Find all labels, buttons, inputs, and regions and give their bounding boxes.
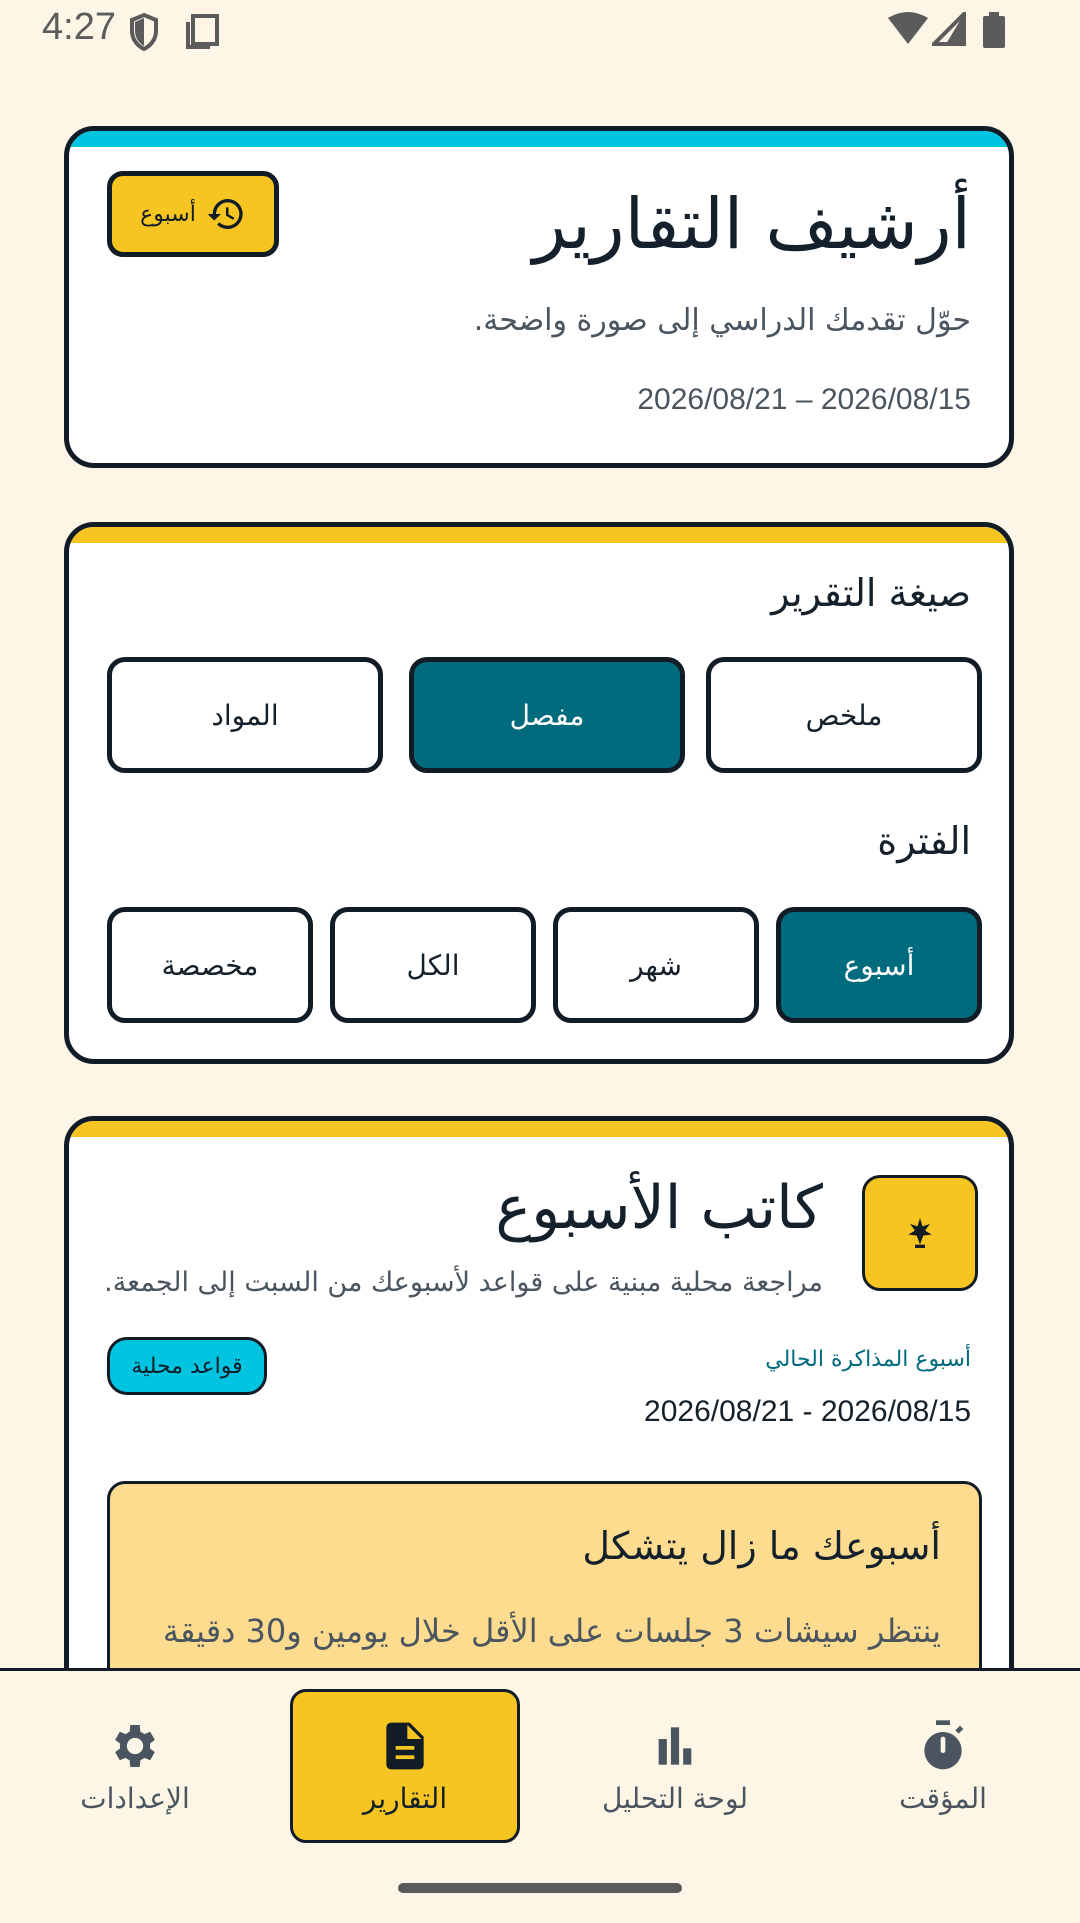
document-icon [377, 1718, 433, 1774]
notice-text: ينتظر سيشات 3 جلسات على الأقل خلال يومين و30 دقيقة [162, 1612, 941, 1650]
shield-icon [128, 12, 160, 52]
period-heading: الفترة [877, 819, 971, 863]
timer-icon [915, 1718, 971, 1774]
signal-icon [932, 12, 966, 46]
date-range: 2026/08/21 – 2026/08/15 [637, 383, 971, 416]
report-options-card [64, 522, 1014, 1064]
battery-icon [982, 12, 1006, 48]
period-badge-label: أسبوع [140, 201, 196, 227]
nav-label-timer: المؤقت [899, 1781, 987, 1815]
archive-card [64, 126, 1014, 468]
writer-title: كاتب الأسبوع [495, 1173, 823, 1243]
nav-item-timer[interactable] [828, 1689, 1058, 1843]
status-bar [0, 0, 1080, 64]
week-range: 2026/08/21 - 2026/08/15 [644, 1395, 971, 1428]
sparkle-icon [900, 1213, 940, 1253]
format-heading: صيغة التقرير [771, 571, 971, 615]
format-option-subjects[interactable]: المواد [107, 657, 383, 773]
weekly-writer-card [64, 1116, 1014, 1736]
history-icon [206, 194, 246, 234]
nav-item-settings[interactable] [20, 1689, 250, 1843]
nav-item-reports[interactable] [290, 1689, 520, 1843]
period-option-week[interactable]: أسبوع [776, 907, 982, 1023]
nav-label-dashboard: لوحة التحليل [602, 1781, 748, 1815]
week-label: أسبوع المذاكرة الحالي [765, 1347, 971, 1372]
period-option-custom[interactable]: مخصصة [107, 907, 313, 1023]
period-option-month[interactable]: شهر [553, 907, 759, 1023]
format-option-summary[interactable]: ملخص [706, 657, 982, 773]
wifi-icon [888, 12, 928, 46]
page-subtitle: حوّل تقدمك الدراسي إلى صورة واضحة. [473, 303, 971, 338]
writer-icon-tile [862, 1175, 978, 1291]
local-rules-badge: قواعد محلية [107, 1337, 267, 1395]
period-badge-button[interactable] [107, 171, 279, 257]
notice-title: أسبوعك ما زال يتشكل [582, 1524, 941, 1568]
period-option-all[interactable]: الكل [330, 907, 536, 1023]
nav-label-reports: التقارير [362, 1781, 448, 1815]
gear-icon [107, 1718, 163, 1774]
writer-description: مراجعة محلية مبنية على قواعد لأسبوعك من السبت إلى الجمعة. [104, 1267, 823, 1298]
format-option-detailed[interactable]: مفصل [409, 657, 685, 773]
page-title: أرشيف التقارير [532, 183, 971, 265]
copy-icon [184, 12, 220, 50]
card-accent-strip [69, 527, 1009, 543]
bar-chart-icon [647, 1718, 703, 1774]
card-accent-strip [69, 131, 1009, 147]
home-indicator[interactable] [398, 1883, 682, 1893]
nav-label-settings: الإعدادات [80, 1781, 190, 1815]
card-accent-strip [69, 1121, 1009, 1137]
status-time: 4:27 [42, 6, 116, 48]
nav-item-dashboard[interactable] [560, 1689, 790, 1843]
